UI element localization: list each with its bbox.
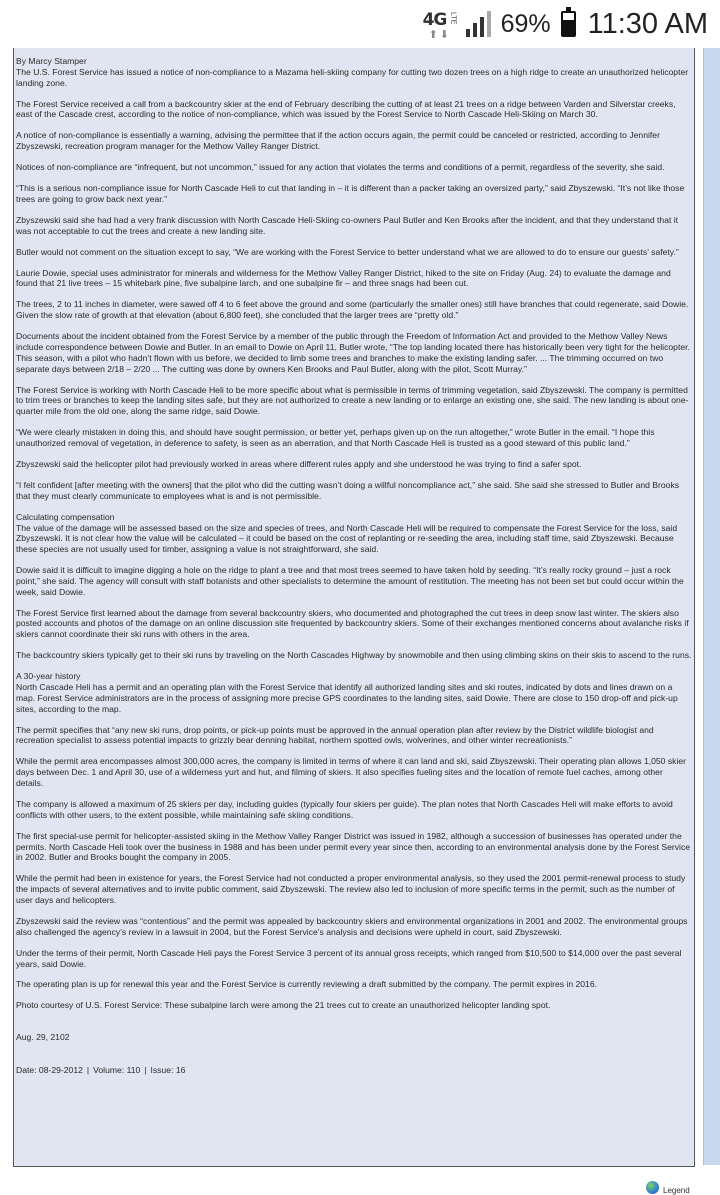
article-paragraph: Zbyszewski said she had had a very frank discussion with North Cascade Heli-Skiing co-owners Paul Butler and Ken Brooks after the incident, and that they understand that it was not acceptable to cut the trees and create a new landing site. [16,214,679,236]
article-paragraph: North Cascade Heli has a permit and an operating plan with the Forest Service that identify all authorized landing sites and ski routes, indicated by dots and lines drawn on a map. Forest Service administrators are in the process of assigning more precise GPS coordinates to the landing sites, said Dowie. There are close to 150 drop-off and pick-up sites, according to the map. [16,682,678,714]
article-paragraph: The Forest Service first learned about the damage from several backcountry skiers, who documented and photographed the cut trees in deep snow last winter. The skiers also posted accounts and photos of the damage on an online discussion site frequented by backcountry skiers. Some of their exchanges mentioned concerns about avalanche risks if skiers cannot coordinate their ski runs with others in the area. [16,607,689,640]
article-subhead-compensation: Calculating compensation [16,511,115,522]
status-bar [0,0,720,48]
article-body [13,48,695,1167]
legend-label: Legend [663,1186,690,1195]
article-meta [16,1065,692,1075]
article-paragraphs-1 [16,67,692,502]
battery-icon [561,11,576,37]
article-paragraph: Photo courtesy of U.S. Forest Service: These subalpine larch were among the 21 trees cut to create an unauthorized helicopter landing spot. [16,1000,551,1011]
article-paragraph: “This is a serious non-compliance issue for North Cascade Heli to cut that landing in – it is different than a packer taking an oversized party,” said Zbyszewski. “It’s not like those trees are going to grow back next year.” [16,183,685,204]
meta-date: Date: 08-29-2012 [16,1065,83,1076]
meta-separator: | [86,1065,90,1076]
article-paragraphs-3 [16,682,692,1011]
article-paragraph: The operating plan is up for renewal this year and the Forest Service is currently reviewing a draft submitted by the company. The permit expires in 2016. [16,979,598,990]
article-paragraph: Butler would not comment on the situation except to say, “We are working with the Forest Service to better understand what we are allowed to do to ensure our guests’ safety.” [16,246,679,257]
article-paragraph: Under the terms of their permit, North Cascade Heli pays the Forest Service 3 percent of its annual gross receipts, which ranged from $10,500 to $14,000 over the past several years, said Dowie. [16,947,682,969]
article-paragraphs-2 [16,523,692,662]
article-paragraph: Documents about the incident obtained from the Forest Service by a member of the public through the Freedom of Information Act and provided to the Methow Valley News include correspondence between Dowie and Butler. In an email to Dowie on April 11, Butler wrote, “The top landing located there has historically been very tight for the helicopter. This season, with a pilot who hadn’t flown with us before, we decided to limb some trees and branches to make the existing landing safer. ... The trimming occurred on two separate days between 2/18 – 2/20 ... The cutting was done by owners Ken Brooks and Paul Butler, along with the pilot, Scott Murray.” [16,331,690,374]
article-paragraph: “I felt confident [after meeting with the owners] that the pilot who did the cutting wasn’t doing a willful noncompliance act,” she said. She said she stressed to Butler and Brooks that they must clearly communicate to employees what is and is not permissible. [16,479,680,501]
article-paragraph: Dowie said it is difficult to imagine digging a hole on the ridge to plant a tree and that most trees seemed to have taken hold by seeding. “It’s really rocky ground – just a rock point,” she said. The agency will consult with staff botanists and other specialists to determine the amount of restitution. The meeting has not been set but could occur within the week, said Dowie. [16,565,684,597]
article-paragraph: Laurie Dowie, special uses administrator for minerals and wilderness for the Methow Valley Ranger District, hiked to the site on Friday (Aug. 24) to evaluate the damage and found that 21 live trees – 15 whitebark pine, five subalpine larch, and one subalpine fir – and three snags had been cut. [16,267,671,289]
network-subtype: LTE [449,12,457,25]
article-paragraph: The Forest Service is working with North Cascade Heli to be more specific about what is permissible in terms of trimming vegetation, said Zbyszewski. The company is permitted to trim trees or branches to keep the landing sites safe, but they are not authorized to create a new landing or to enlarge an existing one, she said. The new landing is about one-quarter mile from the old one, along the same ridge, said Dowie. [16,384,689,417]
article-paragraph: Zbyszewski said the review was “contentious” and the permit was appealed by backcountry skiers and environmental organizations in 2001 and 2002. The environmental groups also challenged the agency’s review in a lawsuit in 2004, but the Forest Service’s analysis and decisions were upheld in court, said Zbyszewski. [16,915,688,937]
meta-separator: | [144,1065,147,1076]
article-paragraph: The trees, 2 to 11 inches in diameter, were sawed off 4 to 6 feet above the ground and some (particularly the smaller ones) still have branches that could regenerate, said Dowie. Given the slow rate of growth at that elevation (about 6,800 feet), she concluded that the larger trees are “pretty old.” [16,299,689,321]
article-paragraph: A notice of non-compliance is essentially a warning, advising the permittee that if the action occurs again, the permit could be canceled or restricted, according to Jennifer Zbyszewski, recreation program manager for the Methow Valley Ranger District. [16,130,660,152]
article-byline: By Marcy Stamper [16,56,87,66]
meta-volume: Volume: 110 [93,1065,141,1076]
article-paragraph: The permit specifies that “any new ski runs, drop points, or pick-up points must be approved in the annual operation plan after review by the District wildlife biologist and recreation specialist to assess potential impacts to grizzly bear denning habitat, northern spotted owls, wolverines, and other winter recreationists.” [16,724,654,746]
article-paragraph: “We were clearly mistaken in doing this, and should have sought permission, or better yet, perhaps given up on the run altogether,” wrote Butler in the email. “I hope this unauthorized removal of vegetation, in deference to safety, is seen as an aberration, and that North Cascade Heli is trusted as a good steward of this public land.” [16,427,655,448]
battery-percent: 69% [500,9,551,38]
globe-icon [646,1181,659,1194]
article-dateline: Aug. 29, 2102 [16,1032,70,1043]
network-indicator [423,6,459,42]
page-scrollbar[interactable] [703,48,720,1165]
article-paragraph: The company is allowed a maximum of 25 skiers per day, including guides (typically four skiers per guide). The plan notes that North Cascades Heli will make efforts to avoid conflicts with other users, to the extent possible, while maintaining safe skiing conditions. [16,798,673,820]
article-paragraph: Zbyszewski said the helicopter pilot had previously worked in areas where different rules apply and she understood he was trying to find a safer spot. [16,458,582,469]
signal-strength-icon [463,11,491,37]
network-type: 4G [422,10,447,30]
article-paragraph: The value of the damage will be assessed based on the size and species of trees, and North Cascade Heli will be required to compensate the Forest Service for the loss, said Zbyszewski. It is not clear how the value will be calculated – it could be based on the cost of replanting or re-seeding the area, including staff time, said Zbyszewski. Because these species are not usually used for timber, assigning a value is not straightforward, she said. [16,522,678,555]
meta-issue: Issue: 16 [150,1065,186,1076]
data-activity-icon: ⬆⬇ [428,29,451,41]
article-paragraph: The backcountry skiers typically get to their ski runs by traveling on the North Cascades Highway by snowmobile and then using climbing skins on their skis to ascend to the runs. [16,650,692,661]
article-paragraph: While the permit had been in existence for years, the Forest Service had not conducted a proper environmental analysis, so they used the 2001 permit-renewal process to study the impacts of several alternatives and to invite public comment, said Zbyszewski. The review also led to inclusion of more specific terms in the permit, such as the number of user days and helicopters. [16,873,686,905]
article-paragraph: While the permit area encompasses almost 300,000 acres, the company is limited in terms of where it can land and ski, said Zbyszewski. Their operating plan allows 1,050 skier days between Dec. 1 and April 30, use of a wilderness yurt and hut, and filming of skiers. It also specifies fueling sites and the location of remote fuel caches, among other details. [16,756,686,788]
article-paragraph: The first special-use permit for helicopter-assisted skiing in the Methow Valley Ranger District was issued in 1982, although a succession of businesses has operated under the permits. North Cascade Heli took over the business in 1988 and has been under permit every year since then, according to an environmental analysis done by the Forest Service in 2002. Butler and Brooks bought the company in 2005. [16,830,691,863]
article-paragraph: The Forest Service received a call from a backcountry skier at the end of February describing the cutting of at least 21 trees on a ridge between Varden and Silverstar creeks, east of the Cascade crest, according to the notice of non-compliance, which was issued by the Forest Service to North Cascade Heli-Skiing on March 30. [16,98,676,120]
clock: 11:30 AM [587,7,708,40]
article-subhead-history: A 30-year history [16,671,81,682]
article-paragraph: The U.S. Forest Service has issued a notice of non-compliance to a Mazama heli-skiing company for cutting two dozen trees on a high ridge to create an unauthorized helicopter landing zone. [16,66,689,88]
article-paragraph: Notices of non-compliance are “infrequent, but not uncommon,” issued for any action that violates the terms and conditions of a permit, regardless of the severity, she said. [16,162,665,173]
